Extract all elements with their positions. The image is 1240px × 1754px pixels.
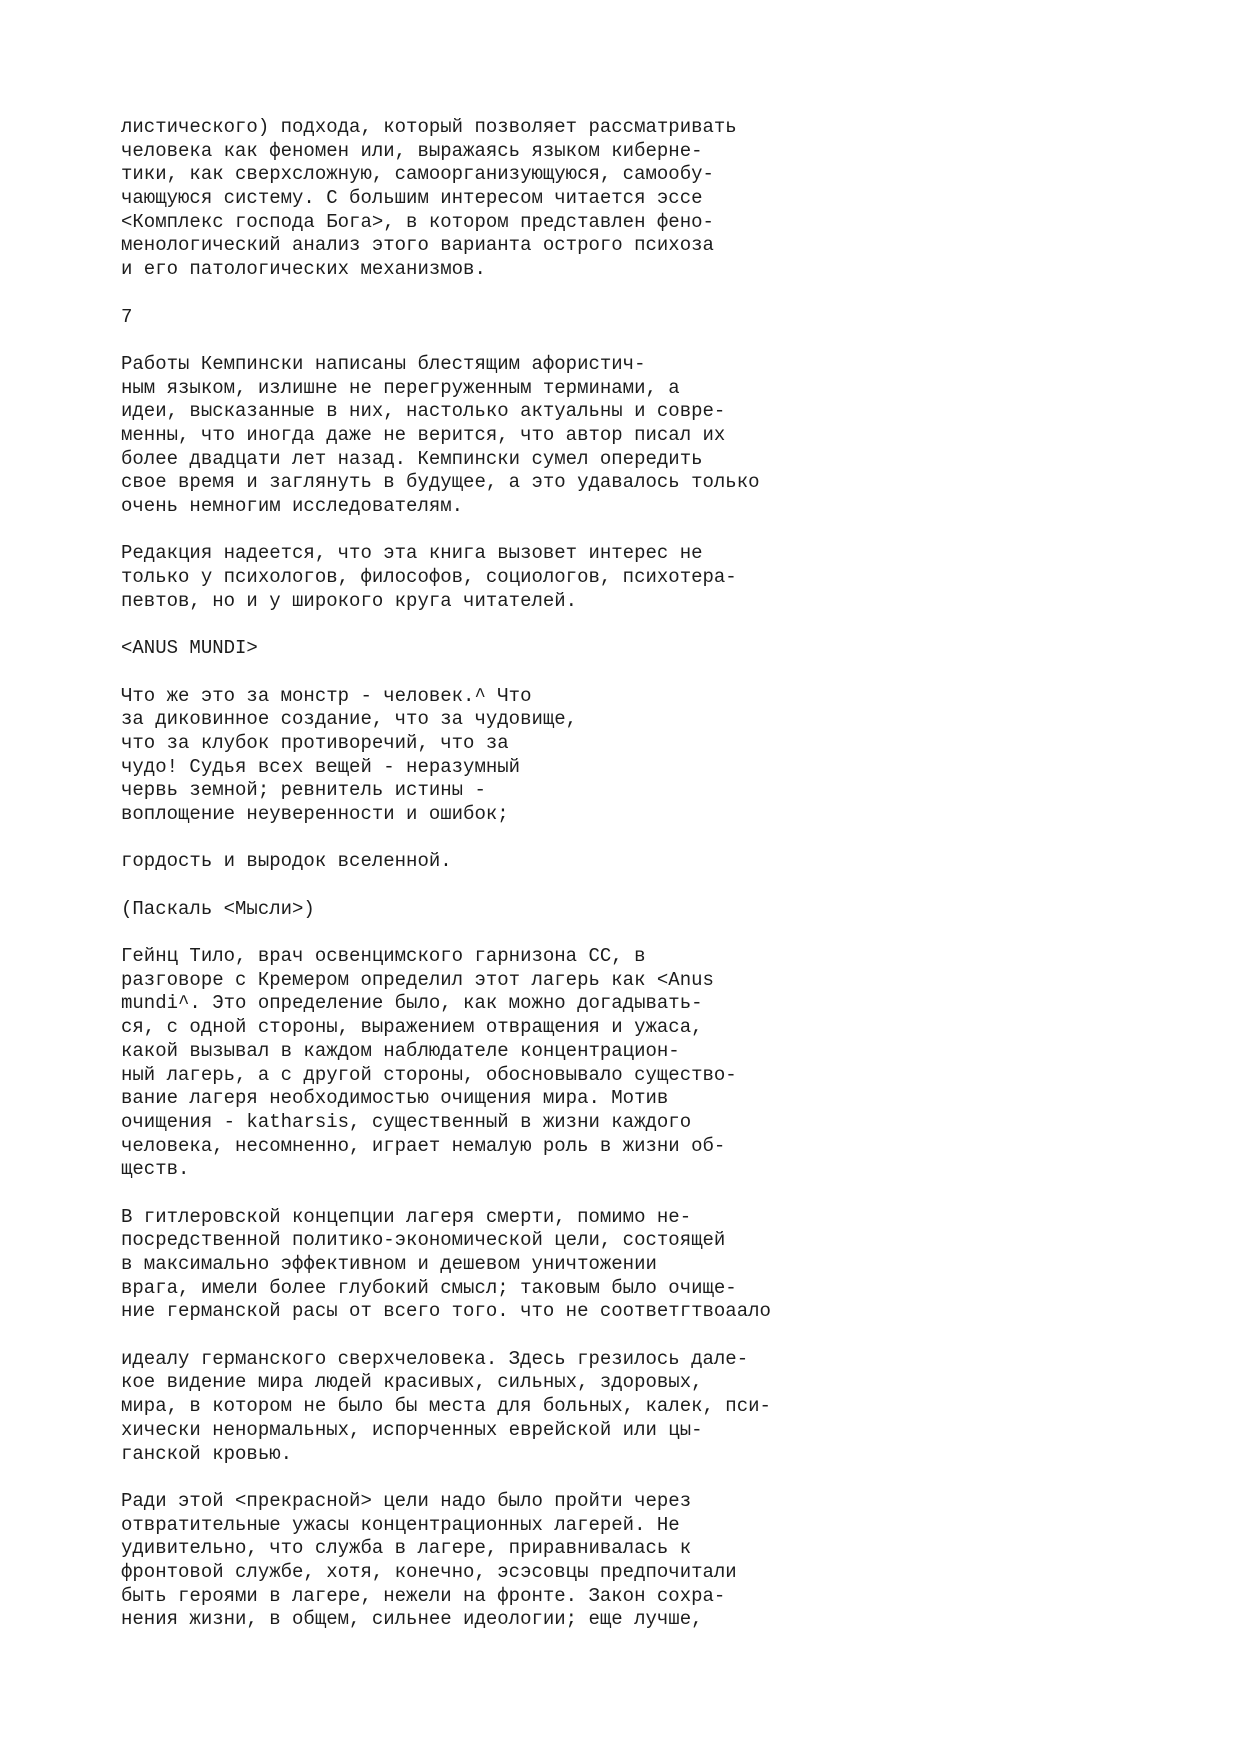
text-line: фронтовой службе, хотя, конечно, эсэсовцы предпочитали (121, 1560, 737, 1583)
text-line: идеи, высказанные в них, настолько актуальны и совре- (121, 400, 726, 423)
text-line: тики, как сверхсложную, самоорганизующуюся, самообу- (121, 163, 714, 186)
text-line: очищения - katharsis, существенный в жизни каждого (121, 1110, 692, 1133)
text-line: менны, что иногда даже не верится, что автор писал их (121, 423, 726, 446)
text-line: человека, несомненно, играет немалую роль в жизни об- (121, 1134, 726, 1157)
text-line: нения жизни, в общем, сильнее идеологии; еще лучше, (121, 1608, 703, 1631)
paragraph (121, 637, 1201, 661)
text-line: в максимально эффективном и дешевом уничтожении (121, 1253, 657, 1275)
text-line: Редакция надеется, что эта книга вызовет интерес не (121, 542, 703, 565)
text-line: ным языком, излишне не перегруженным терминами, а (121, 376, 680, 399)
text-line: только у психологов, философов, социологов, психотера- (121, 566, 737, 589)
text-line: <ANUS MUNDI> (121, 637, 258, 660)
paragraph (121, 353, 1201, 519)
text-line: более двадцати лет назад. Кемпински сумел опередить (121, 447, 703, 470)
text-line: быть героями в лагере, нежели на фронте. Закон сохра- (121, 1584, 726, 1607)
paragraph (121, 898, 1201, 922)
text-line: хически ненормальных, испорченных еврейской или цы- (121, 1418, 703, 1441)
text-line: листического) подхода, который позволяет рассматривать (121, 116, 737, 138)
text-line: воплощение неуверенности и ошибок; (121, 802, 509, 825)
text-line: 7 (121, 305, 133, 328)
text-line: очень немногим исследователям. (121, 495, 464, 517)
text-line: отвратительные ужасы концентрационных лагерей. Не (121, 1513, 680, 1536)
paragraph (121, 1206, 1201, 1324)
paragraph (121, 1490, 1201, 1632)
text-line: <Комплекс господа Бога>, в котором представлен фено- (121, 210, 714, 233)
text-line: ный лагерь, а с другой стороны, обосновывало существо- (121, 1063, 737, 1086)
text-line: ся, с одной стороны, выражением отвращения и ужаса, (121, 1016, 703, 1039)
text-line: менологический анализ этого варианта острого психоза (121, 234, 714, 257)
text-line: за диковинное создание, что за чудовище, (121, 708, 578, 731)
text-line: идеалу германского сверхчеловека. Здесь грезилось дале- (121, 1347, 749, 1370)
text-line: мира, в котором не было бы места для больных, калек, пси- (121, 1395, 771, 1418)
text-line: гордость и выродок вселенной. (121, 850, 452, 873)
paragraph (121, 850, 1201, 874)
text-line: вание лагеря необходимостью очищения мира. Мотив (121, 1087, 669, 1110)
text-line: Работы Кемпински написаны блестящим афористич- (121, 352, 646, 375)
text-line: Что же это за монстр - человек.^ Что (121, 684, 532, 707)
text-line: посредственной политико-экономической цели, состоящей (121, 1229, 726, 1252)
text-line: врага, имели более глубокий смысл; таковым было очище- (121, 1276, 737, 1299)
paragraph (121, 945, 1201, 1182)
paragraph (121, 116, 1201, 282)
paragraph (121, 306, 1201, 330)
text-line: ние германской расы от всего того. что не соответгтвоаало (121, 1300, 771, 1323)
text-line: какой вызывал в каждом наблюдателе концентрацион- (121, 1039, 680, 1062)
text-line: удивительно, что служба в лагере, приравнивалась к (121, 1537, 692, 1560)
text-line: свое время и заглянуть в будущее, а это удавалось только (121, 471, 760, 494)
text-line: разговоре с Кремером определил этот лагерь как <Anus (121, 968, 714, 991)
text-line: Гейнц Тило, врач освенцимского гарнизона СС, в (121, 945, 646, 968)
paragraph (121, 1348, 1201, 1466)
text-line: кое видение мира людей красивых, сильных, здоровых, (121, 1371, 703, 1394)
text-line: что за клубок противоречий, что за (121, 731, 509, 754)
body-text (121, 116, 1201, 1656)
text-line: человека как феномен или, выражаясь языком киберне- (121, 139, 703, 162)
text-line: певтов, но и у широкого круга читателей. (121, 589, 578, 612)
text-line: ганской кровью. (121, 1442, 293, 1465)
text-line: Ради этой <прекрасной> цели надо было пройти через (121, 1489, 692, 1512)
text-line: чудо! Судья всех вещей - неразумный (121, 755, 521, 778)
paragraph (121, 685, 1201, 827)
text-line: В гитлеровской концепции лагеря смерти, помимо не- (121, 1205, 692, 1228)
text-line: mundi^. Это определение было, как можно догадывать- (121, 992, 703, 1015)
text-line: червь земной; ревнитель истины - (121, 779, 486, 802)
text-line: (Паскаль <Мысли>) (121, 897, 315, 920)
text-line: чающуюся систему. С большим интересом читается эссе (121, 187, 703, 210)
text-line: ществ. (121, 1158, 190, 1181)
paragraph (121, 542, 1201, 613)
text-line: и его патологических механизмов. (121, 258, 486, 281)
